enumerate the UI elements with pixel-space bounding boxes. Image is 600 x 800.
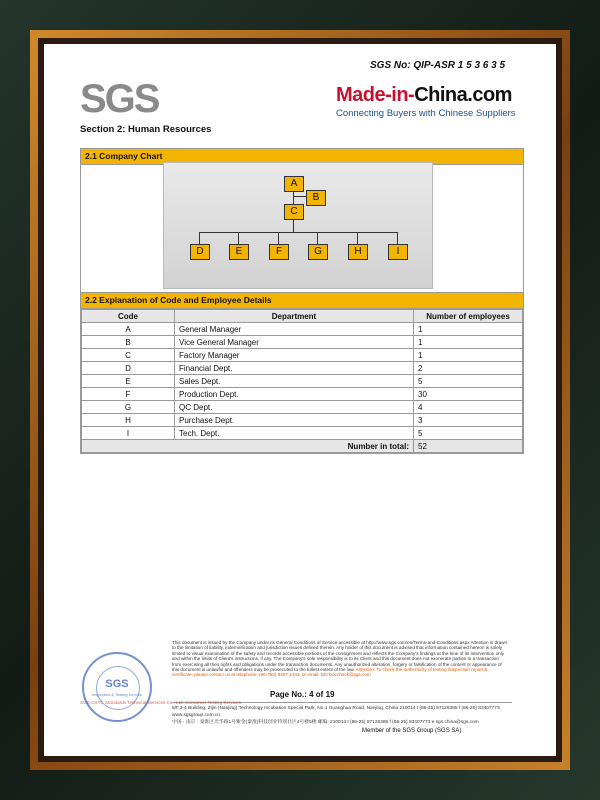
company-chart-heading: 2.1 Company Chart — [81, 149, 523, 165]
row-count: 4 — [414, 401, 523, 414]
row-count: 5 — [414, 375, 523, 388]
row-count: 1 — [414, 323, 523, 336]
row-department: Production Dept. — [175, 388, 414, 401]
row-department: Vice General Manager — [175, 336, 414, 349]
row-department: Purchase Dept. — [175, 414, 414, 427]
employee-table-box — [80, 292, 524, 454]
row-code: C — [82, 349, 175, 362]
table-row — [82, 375, 523, 388]
sgs-seal: SGS Inspection & Testing Service — [82, 652, 152, 722]
table-row — [82, 414, 523, 427]
sgs-number: SGS No: QIP-ASR 1 5 3 6 3 5 — [370, 60, 506, 71]
employee-table — [81, 309, 523, 453]
row-code: E — [82, 375, 175, 388]
row-department: Factory Manager — [175, 349, 414, 362]
column-header-department: Department — [175, 310, 414, 323]
table-row — [82, 388, 523, 401]
table-row — [82, 401, 523, 414]
row-code: I — [82, 427, 175, 440]
total-label: Number in total: — [82, 440, 414, 453]
chart-node-h: H — [348, 244, 368, 260]
row-count: 2 — [414, 362, 523, 375]
row-code: G — [82, 401, 175, 414]
made-in-china-logo: Made-in-China.com Connecting Buyers with Chinese Suppliers — [336, 84, 516, 119]
table-row — [82, 323, 523, 336]
row-department: QC Dept. — [175, 401, 414, 414]
employee-table-heading: 2.2 Explanation of Code and Employee Details — [81, 293, 523, 309]
row-count: 1 — [414, 349, 523, 362]
table-row — [82, 349, 523, 362]
row-department: Sales Dept. — [175, 375, 414, 388]
row-department: Financial Dept. — [175, 362, 414, 375]
mic-tagline: Connecting Buyers with Chinese Suppliers — [336, 108, 516, 119]
row-count: 5 — [414, 427, 523, 440]
column-header-count: Number of employees — [414, 310, 523, 323]
total-value: 52 — [414, 440, 523, 453]
total-row — [82, 440, 523, 453]
row-code: B — [82, 336, 175, 349]
row-department: Tech. Dept. — [175, 427, 414, 440]
chart-node-c: C — [284, 204, 304, 220]
chart-node-g: G — [308, 244, 328, 260]
authenticity-notice: Attention: To check the authenticity of testing /inspection report & certificate, please contact us at telephone: (86-755) 8307 1443, or email: CN.Doccheck@sgs.com — [172, 667, 488, 678]
row-count: 30 — [414, 388, 523, 401]
section-title: Section 2: Human Resources — [80, 124, 212, 135]
row-code: H — [82, 414, 175, 427]
table-header-row — [82, 310, 523, 323]
table-row — [82, 362, 523, 375]
footer-disclaimer: This document is issued by the Company under its General Conditions of Service accessible at http://www.sgs.com/en/Terms-and-Conditions.aspx Attention is drawn to the limitation of liability, indemnification and jurisdiction issues defined therein. Any holder of this document is advised that information contained hereon is solely limited to visual examination of the safety and records accessible portions of the consignment and reflects the Company's findings at the time of its intervention only and within the limits of Client's instructions, if any. The Company's sole responsibility is to its Client and this document does not exonerate parties to a transaction from exercising all their rights and obligations under the transaction documents. Any unauthorized alteration, forgery or falsification of the content or appearance of this document is unlawful and offenders may be prosecuted to the fullest extent of the law. Attention: To check the authenticity of testing /inspection report & certificate, please contact us at telephone: (86-755) 8307 1443, or email: CN.Doccheck@sgs.com — [172, 640, 507, 678]
company-chart — [80, 162, 522, 294]
table-row — [82, 427, 523, 440]
row-code: A — [82, 323, 175, 336]
sgs-member-note: Member of the SGS Group (SGS SA) — [362, 728, 462, 734]
column-header-code: Code — [82, 310, 175, 323]
chart-node-e: E — [229, 244, 249, 260]
chart-node-f: F — [269, 244, 289, 260]
row-count: 1 — [414, 336, 523, 349]
table-row — [82, 336, 523, 349]
row-count: 3 — [414, 414, 523, 427]
footer-address: 5/F,3-4 Building, Zijin (Nanjing) Technology Incubation Special Park, No.1 Guanghua Road, Nanjing, China 210014 t (86-25) 87126385 f (86-25) 83407773 www.sgsgroup.com.cn 中国 · 南京 · 秦淮区光华路1号紫金(秦淮)科技创业特别社区4号楼5楼 邮编: 210014 t (86-25) 87126385 f (86-25) 83407773 e sgs.china@sgs.com — [172, 702, 512, 726]
row-code: F — [82, 388, 175, 401]
company-stamp-text: SGS-CSTC Standards Technical Services Co., Ltd. Consumer Testing Services — [80, 700, 241, 705]
chart-node-a: A — [284, 176, 304, 192]
row-code: D — [82, 362, 175, 375]
chart-node-i: I — [388, 244, 408, 260]
chart-node-d: D — [190, 244, 210, 260]
sgs-logo: SGS — [80, 77, 159, 121]
chart-node-b: B — [306, 190, 326, 206]
page-number: Page No.: 4 of 19 — [270, 690, 335, 699]
row-department: General Manager — [175, 323, 414, 336]
